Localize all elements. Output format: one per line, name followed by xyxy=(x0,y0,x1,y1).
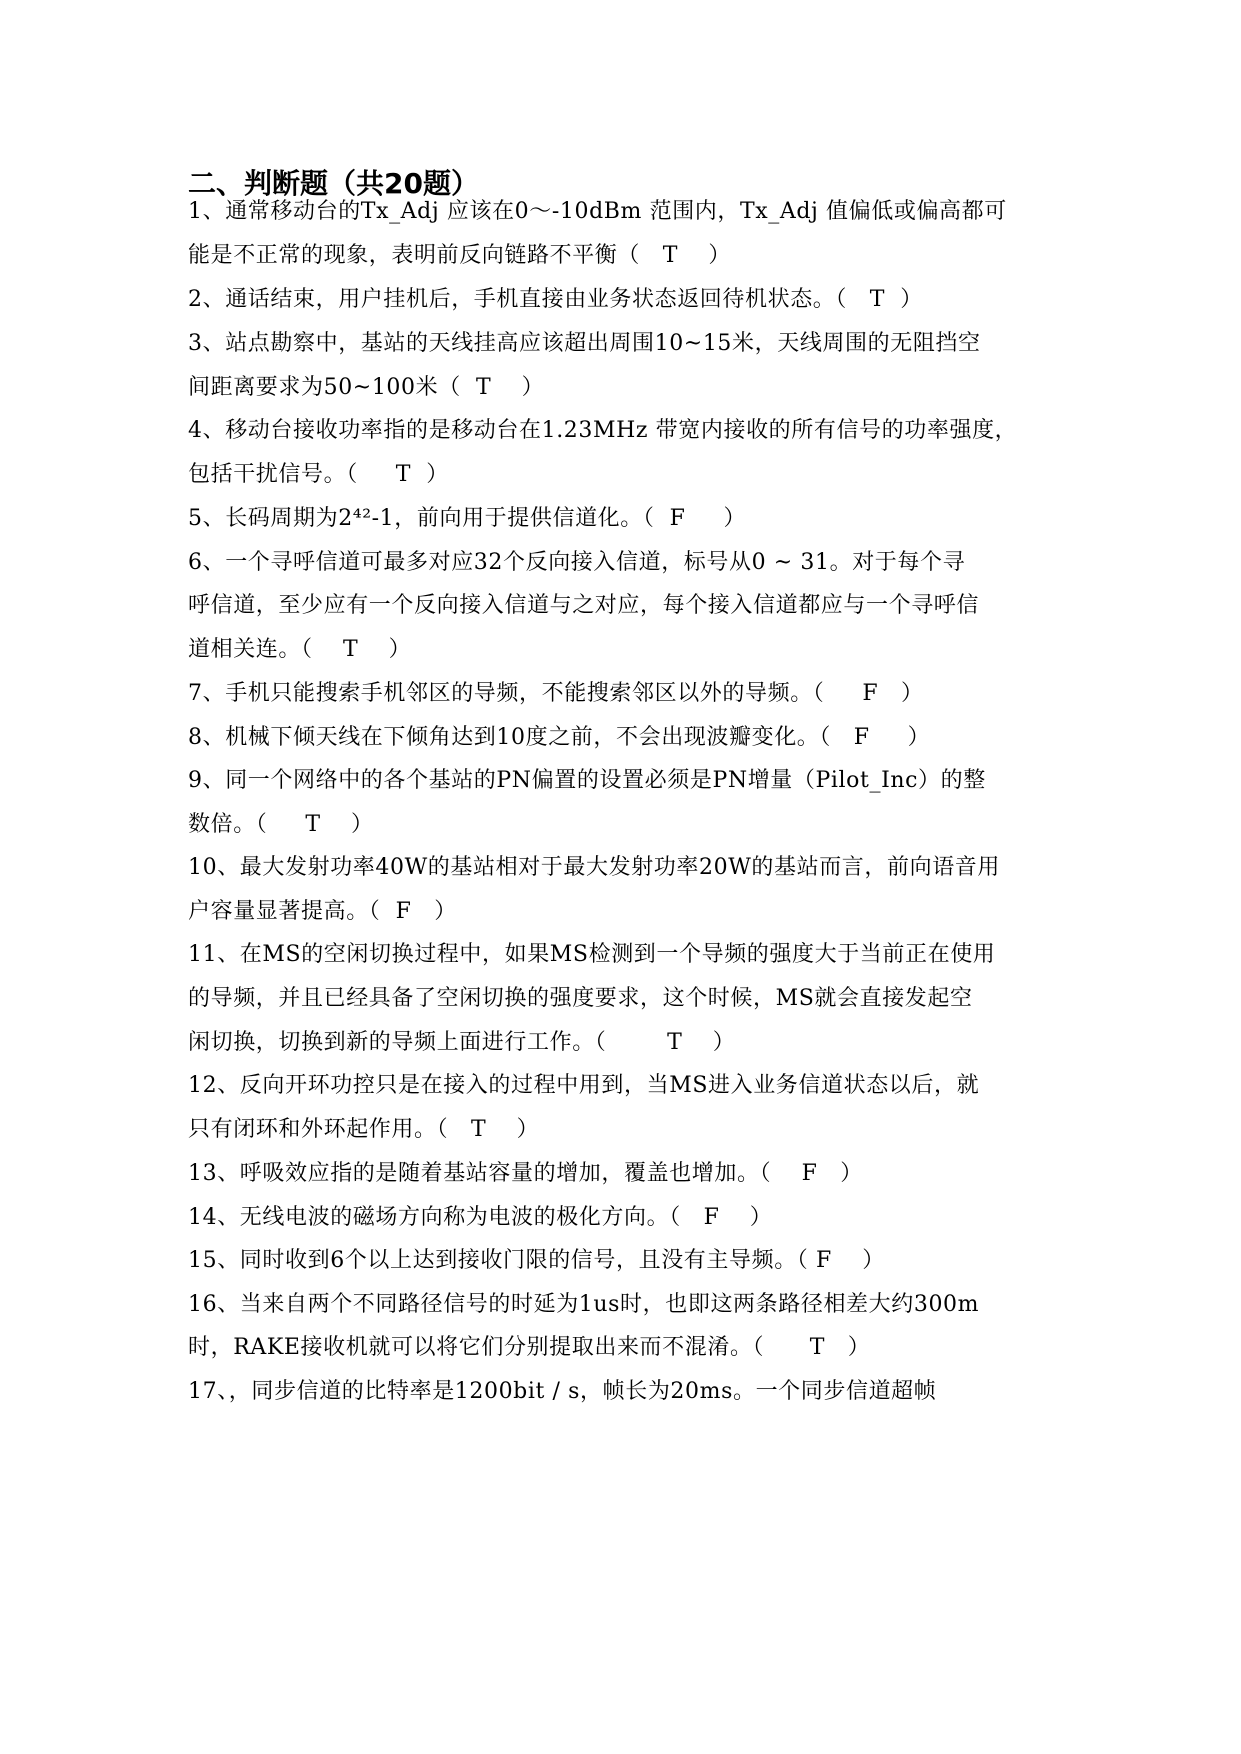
text-line: 1、通常移动台的Tx_Adj 应该在0～-10dBm 范围内，Tx_Adj 值偏低或偏高都可 xyxy=(188,199,1007,224)
text-line: 数倍。（ T ） xyxy=(188,812,374,837)
text-line: 5、长码周期为2⁴²-1，前向用于提供信道化。（ F ） xyxy=(188,506,747,531)
text-line: 12、反向开环功控只是在接入的过程中用到，当MS进入业务信道状态以后，就 xyxy=(188,1073,980,1098)
text-line: 2、通话结束，用户挂机后，手机直接由业务状态返回待机状态。（ T ） xyxy=(188,287,923,312)
text-line: 17、，同步信道的比特率是1200bit / s，帧长为20ms。一个同步信道超帧 xyxy=(188,1379,937,1404)
text-line: 户容量显著提高。（ F ） xyxy=(188,899,457,924)
text-line: 道相关连。（ T ） xyxy=(188,637,412,662)
text-line: 只有闭环和外环起作用。（ T ） xyxy=(188,1117,540,1142)
text-line: 10、最大发射功率40W的基站相对于最大发射功率20W的基站而言，前向语音用 xyxy=(188,855,1001,880)
text-line: 6、一个寻呼信道可最多对应32个反向接入信道，标号从0 ~ 31。对于每个寻 xyxy=(188,550,966,575)
text-line: 的导频，并且已经具备了空闲切换的强度要求，这个时候，MS就会直接发起空 xyxy=(188,986,973,1011)
text-line: 能是不正常的现象，表明前反向链路不平衡（ T ） xyxy=(188,243,732,268)
text-line: 13、呼吸效应指的是随着基站容量的增加，覆盖也增加。（ F ） xyxy=(188,1161,863,1186)
text-line: 间距离要求为50~100米（ T ） xyxy=(188,375,545,400)
text-line: 时，RAKE接收机就可以将它们分别提取出来而不混淆。（ T ） xyxy=(188,1335,871,1360)
text-line: 3、站点勘察中，基站的天线挂高应该超出周围10~15米，天线周围的无阻挡空 xyxy=(188,331,981,356)
text-line: 15、同时收到6个以上达到接收门限的信号，且没有主导频。（ F ） xyxy=(188,1248,885,1273)
text-line: 9、同一个网络中的各个基站的PN偏置的设置必须是PN增量（Pilot_Inc）的整 xyxy=(188,768,986,793)
text-line: 7、手机只能搜索手机邻区的导频，不能搜索邻区以外的导频。（ F ） xyxy=(188,681,924,706)
text-line: 11、在MS的空闲切换过程中，如果MS检测到一个导频的强度大于当前正在使用 xyxy=(188,942,996,967)
text-line: 8、机械下倾天线在下倾角达到10度之前，不会出现波瓣变化。（ F ） xyxy=(188,725,931,750)
section-title: 二、判断题（共20题） xyxy=(188,167,479,200)
text-line: 呼信道，至少应有一个反向接入信道与之对应，每个接入信道都应与一个寻呼信 xyxy=(188,593,980,618)
text-line: 14、无线电波的磁场方向称为电波的极化方向。（ F ） xyxy=(188,1205,773,1230)
text-line: 16、当来自两个不同路径信号的时延为1us时，也即这两条路径相差大约300m xyxy=(188,1292,980,1317)
text-line: 闲切换，切换到新的导频上面进行工作。（ T ） xyxy=(188,1030,736,1055)
text-line: 包括干扰信号。（ T ） xyxy=(188,462,449,487)
text-line: 4、移动台接收功率指的是移动台在1.23MHz 带宽内接收的所有信号的功率强度， xyxy=(188,418,1018,443)
